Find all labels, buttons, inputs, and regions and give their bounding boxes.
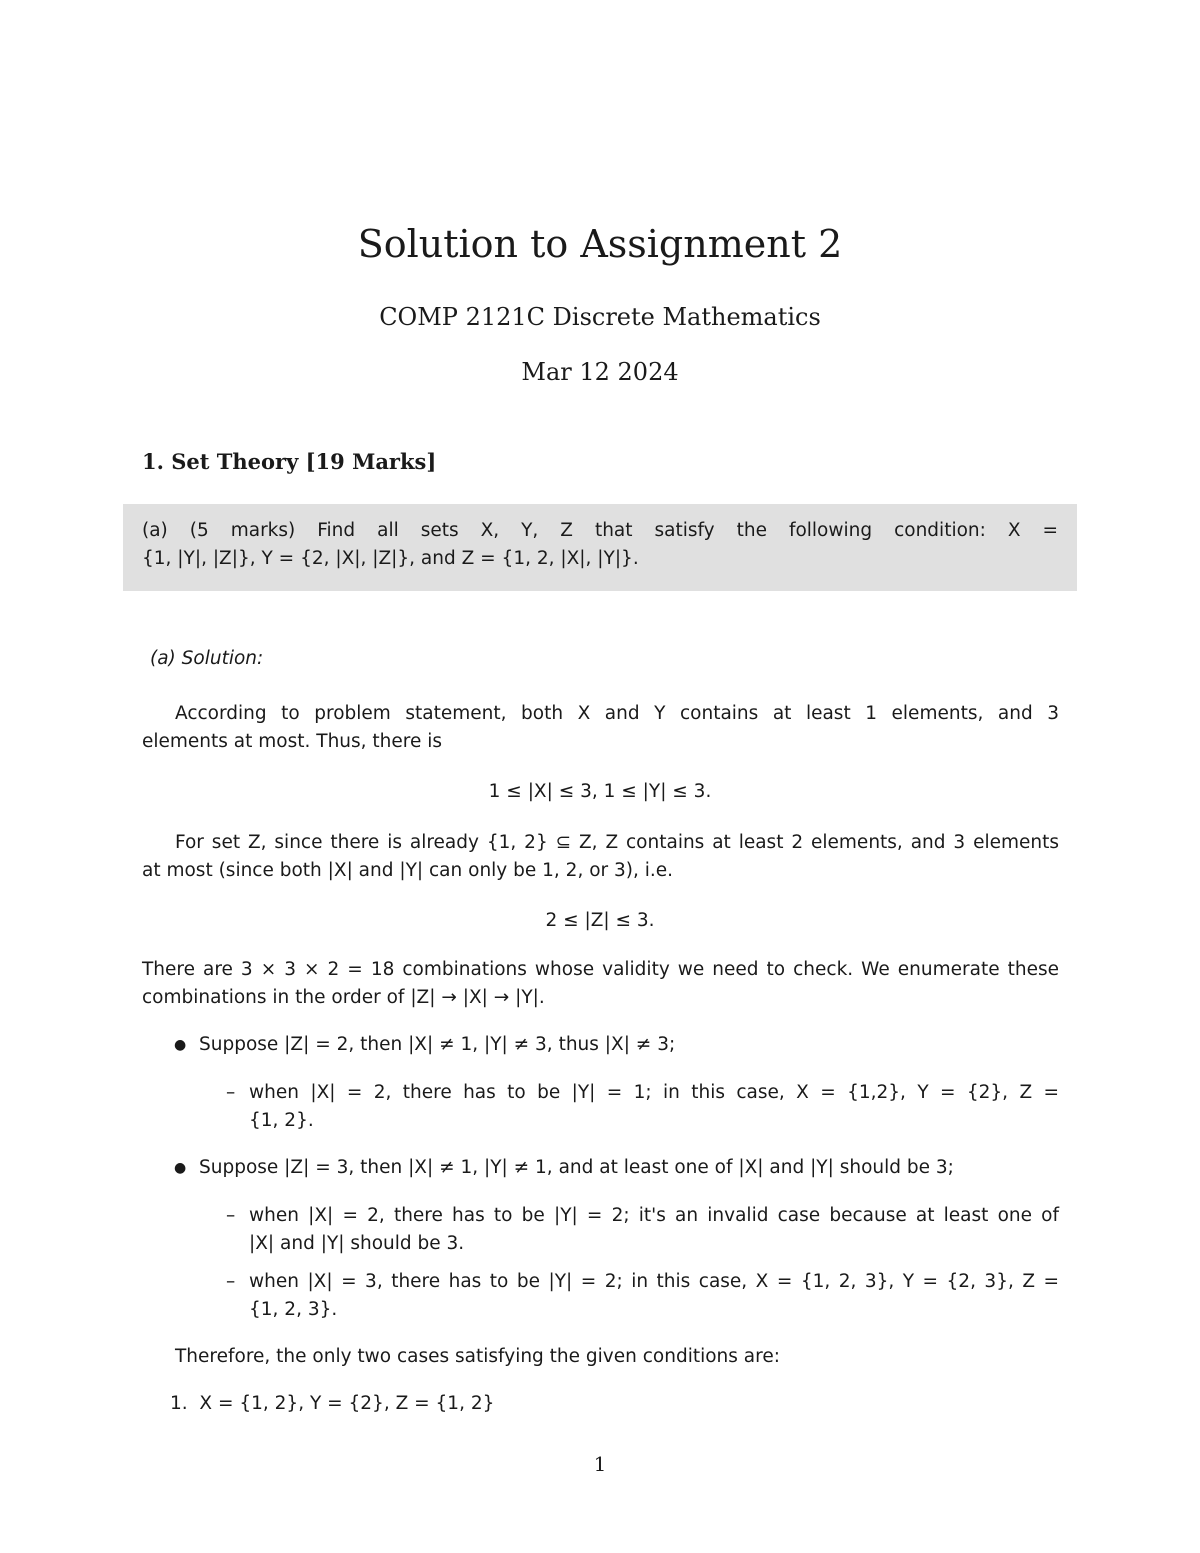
paragraph-3-line-1: There are 3 × 3 × 2 = 18 combinations whose validity we need to check. We enumerate these [142, 959, 1059, 980]
document-title: Solution to Assignment 2 [357, 222, 843, 266]
section-heading: 1. Set Theory [19 Marks] [142, 449, 437, 474]
solution-label: (a) Solution: [150, 648, 264, 669]
bullet-2-sub-1-line-2: |X| and |Y| should be 3. [249, 1233, 465, 1254]
bullet-2-sub-1-line-1: when |X| = 2, there has to be |Y| = 2; it's an invalid case because at least one of [249, 1205, 1059, 1226]
paragraph-1-line-1: According to problem statement, both X and Y contains at least 1 elements, and 3 [175, 703, 1059, 724]
dash-marker: – [226, 1205, 236, 1226]
paragraph-3-line-2: combinations in the order of |Z| → |X| → |Y|. [142, 987, 545, 1008]
equation-2: 2 ≤ |Z| ≤ 3. [545, 910, 655, 931]
problem-line-1: (a) (5 marks) Find all sets X, Y, Z that satisfy the following condition: X = [142, 520, 1058, 541]
paragraph-2-line-2: at most (since both |X| and |Y| can only be 1, 2, or 3), i.e. [142, 860, 674, 881]
dash-marker: – [226, 1271, 236, 1292]
page-number: 1 [593, 1452, 607, 1476]
bullet-2-text: Suppose |Z| = 3, then |X| ≠ 1, |Y| ≠ 1, and at least one of |X| and |Y| should be 3; [199, 1157, 954, 1178]
paragraph-1-line-2: elements at most. Thus, there is [142, 731, 443, 752]
paragraph-2-line-1: For set Z, since there is already {1, 2} ⊆ Z, Z contains at least 2 elements, and 3 elements [175, 832, 1059, 853]
problem-line-2: {1, |Y|, |Z|}, Y = {2, |X|, |Z|}, and Z = {1, 2, |X|, |Y|}. [142, 548, 639, 569]
dash-marker: – [226, 1082, 236, 1103]
bullet-1-text: Suppose |Z| = 2, then |X| ≠ 1, |Y| ≠ 3, thus |X| ≠ 3; [199, 1034, 676, 1055]
bullet-1-sub-1-line-2: {1, 2}. [249, 1110, 314, 1131]
bullet-1-sub-1-line-1: when |X| = 2, there has to be |Y| = 1; in this case, X = {1,2}, Y = {2}, Z = [249, 1082, 1059, 1103]
equation-1: 1 ≤ |X| ≤ 3, 1 ≤ |Y| ≤ 3. [488, 781, 712, 802]
document-date: Mar 12 2024 [521, 358, 679, 386]
bullet-2-sub-2-line-1: when |X| = 3, there has to be |Y| = 2; in this case, X = {1, 2, 3}, Y = {2, 3}, Z = [249, 1271, 1059, 1292]
case-1: 1. X = {1, 2}, Y = {2}, Z = {1, 2} [170, 1393, 495, 1414]
bullet-2-sub-2-line-2: {1, 2, 3}. [249, 1299, 338, 1320]
bullet-marker: ● [174, 1160, 187, 1176]
conclusion-text: Therefore, the only two cases satisfying the given conditions are: [175, 1346, 780, 1367]
course-name: COMP 2121C Discrete Mathematics [379, 303, 821, 331]
bullet-marker: ● [174, 1037, 187, 1053]
